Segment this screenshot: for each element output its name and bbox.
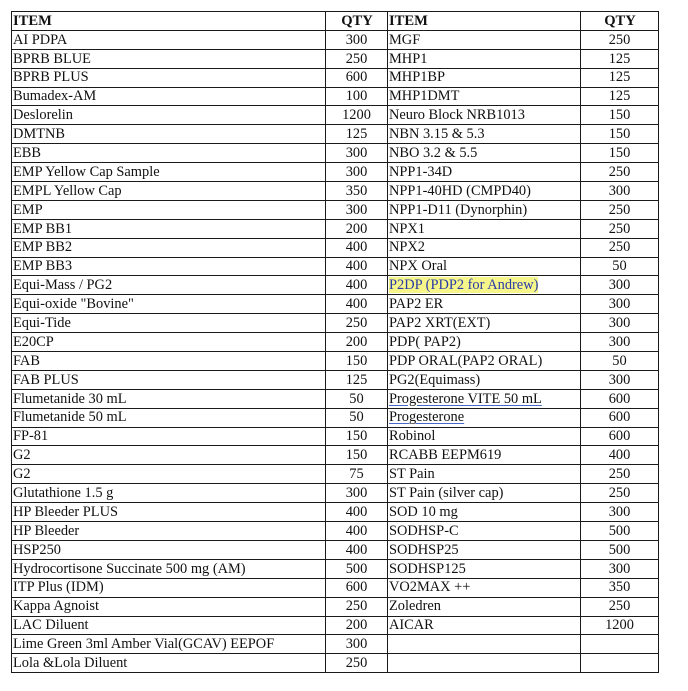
left-item-cell: Glutathione 1.5 g [12, 484, 326, 503]
left-item-cell: E20CP [12, 333, 326, 352]
header-item-left: ITEM [12, 12, 326, 31]
left-item-cell: HP Bleeder PLUS [12, 503, 326, 522]
table-row [12, 446, 659, 465]
left-item-cell: G2 [12, 446, 326, 465]
left-item-cell: EMP [12, 200, 326, 219]
table-row [12, 295, 659, 314]
left-qty-cell: 300 [326, 163, 388, 182]
left-qty-cell: 300 [326, 484, 388, 503]
right-qty-cell: 250 [581, 597, 659, 616]
left-qty-cell: 150 [326, 446, 388, 465]
right-qty-cell: 250 [581, 484, 659, 503]
left-item-cell: HSP250 [12, 540, 326, 559]
right-qty-cell: 50 [581, 352, 659, 371]
right-qty-cell: 500 [581, 540, 659, 559]
table-row [12, 87, 659, 106]
right-item-cell: VO2MAX ++ [388, 578, 581, 597]
left-item-cell: BPRB PLUS [12, 68, 326, 87]
right-qty-cell: 250 [581, 30, 659, 49]
left-item-cell: EMPL Yellow Cap [12, 182, 326, 201]
right-item-cell [388, 408, 581, 427]
right-qty-cell: 125 [581, 68, 659, 87]
table-body [12, 30, 659, 672]
right-qty-cell: 300 [581, 503, 659, 522]
right-qty-cell: 300 [581, 333, 659, 352]
right-item-cell: SODHSP125 [388, 559, 581, 578]
left-item-cell: Deslorelin [12, 106, 326, 125]
right-qty-cell: 250 [581, 163, 659, 182]
left-qty-cell: 400 [326, 522, 388, 541]
inventory-table [11, 11, 659, 673]
table-row [12, 238, 659, 257]
table-row [12, 68, 659, 87]
right-qty-cell: 250 [581, 219, 659, 238]
right-item-cell: SODHSP-C [388, 522, 581, 541]
left-item-cell: BPRB BLUE [12, 49, 326, 68]
table-row [12, 654, 659, 673]
right-qty-cell: 125 [581, 49, 659, 68]
right-qty-cell: 300 [581, 314, 659, 333]
right-qty-cell [581, 635, 659, 654]
right-qty-cell: 300 [581, 559, 659, 578]
table-row [12, 257, 659, 276]
left-item-cell: DMTNB [12, 125, 326, 144]
table-row [12, 370, 659, 389]
table-row [12, 49, 659, 68]
right-item-cell: ST Pain [388, 465, 581, 484]
left-item-cell: Equi-oxide "Bovine" [12, 295, 326, 314]
table-row [12, 333, 659, 352]
right-qty-cell: 300 [581, 182, 659, 201]
right-item-cell: ST Pain (silver cap) [388, 484, 581, 503]
left-item-cell: Hydrocortisone Succinate 500 mg (AM) [12, 559, 326, 578]
right-qty-cell: 250 [581, 238, 659, 257]
right-qty-cell: 250 [581, 200, 659, 219]
right-item-cell: PDP ORAL(PAP2 ORAL) [388, 352, 581, 371]
left-qty-cell: 125 [326, 370, 388, 389]
right-qty-cell: 400 [581, 446, 659, 465]
table-row [12, 616, 659, 635]
table-row [12, 408, 659, 427]
left-qty-cell: 250 [326, 597, 388, 616]
table-row [12, 635, 659, 654]
left-qty-cell: 150 [326, 427, 388, 446]
right-item-cell: PDP( PAP2) [388, 333, 581, 352]
left-item-cell: EBB [12, 144, 326, 163]
right-item-cell [388, 389, 581, 408]
left-item-cell: AI PDPA [12, 30, 326, 49]
table-row [12, 106, 659, 125]
right-item-cell [388, 635, 581, 654]
table-row [12, 597, 659, 616]
left-item-cell: Equi-Mass / PG2 [12, 276, 326, 295]
left-qty-cell: 300 [326, 144, 388, 163]
left-qty-cell: 400 [326, 238, 388, 257]
left-qty-cell: 125 [326, 125, 388, 144]
right-item-cell: Zoledren [388, 597, 581, 616]
left-qty-cell: 300 [326, 200, 388, 219]
left-item-cell: EMP BB3 [12, 257, 326, 276]
table-row [12, 182, 659, 201]
right-item-cell: NPP1-34D [388, 163, 581, 182]
table-row [12, 200, 659, 219]
right-qty-cell: 50 [581, 257, 659, 276]
left-item-cell: FAB PLUS [12, 370, 326, 389]
table-row [12, 219, 659, 238]
left-qty-cell: 250 [326, 654, 388, 673]
right-qty-cell: 250 [581, 465, 659, 484]
underlined-item-text: Progesterone [389, 409, 465, 426]
right-qty-cell: 300 [581, 276, 659, 295]
left-qty-cell: 300 [326, 635, 388, 654]
table-row [12, 163, 659, 182]
left-item-cell: Kappa Agnoist [12, 597, 326, 616]
right-qty-cell: 600 [581, 427, 659, 446]
left-qty-cell: 400 [326, 257, 388, 276]
highlighted-item-text: P2DP (PDP2 for Andrew) [389, 277, 539, 294]
left-qty-cell: 250 [326, 314, 388, 333]
left-qty-cell: 400 [326, 503, 388, 522]
right-item-cell: NPP1-40HD (CMPD40) [388, 182, 581, 201]
right-item-cell: Robinol [388, 427, 581, 446]
left-qty-cell: 250 [326, 49, 388, 68]
left-qty-cell: 600 [326, 578, 388, 597]
header-qty-right: QTY [581, 12, 659, 31]
right-qty-cell: 600 [581, 389, 659, 408]
table-row [12, 125, 659, 144]
left-qty-cell: 75 [326, 465, 388, 484]
table-row [12, 352, 659, 371]
right-qty-cell: 150 [581, 144, 659, 163]
right-item-cell: NPX1 [388, 219, 581, 238]
left-item-cell: FAB [12, 352, 326, 371]
left-qty-cell: 400 [326, 540, 388, 559]
left-qty-cell: 350 [326, 182, 388, 201]
left-qty-cell: 200 [326, 219, 388, 238]
header-qty-left: QTY [326, 12, 388, 31]
left-qty-cell: 300 [326, 30, 388, 49]
table-row [12, 465, 659, 484]
right-item-cell: RCABB EEPM619 [388, 446, 581, 465]
right-item-cell: SOD 10 mg [388, 503, 581, 522]
right-qty-cell: 300 [581, 370, 659, 389]
table-row [12, 389, 659, 408]
right-item-cell: NPP1-D11 (Dynorphin) [388, 200, 581, 219]
right-item-cell: PG2(Equimass) [388, 370, 581, 389]
left-item-cell: EMP BB2 [12, 238, 326, 257]
left-item-cell: ITP Plus (IDM) [12, 578, 326, 597]
table-row [12, 314, 659, 333]
right-qty-cell: 300 [581, 295, 659, 314]
left-qty-cell: 1200 [326, 106, 388, 125]
left-item-cell: Lime Green 3ml Amber Vial(GCAV) EEPOF [12, 635, 326, 654]
right-item-cell: MHP1 [388, 49, 581, 68]
table-row [12, 484, 659, 503]
table-row [12, 540, 659, 559]
right-qty-cell: 500 [581, 522, 659, 541]
right-item-cell [388, 276, 581, 295]
left-item-cell: Flumetanide 30 mL [12, 389, 326, 408]
underlined-item-text: Progesterone VITE 50 mL [389, 390, 542, 407]
table-row [12, 578, 659, 597]
header-row [12, 12, 659, 31]
left-qty-cell: 200 [326, 616, 388, 635]
left-item-cell: Equi-Tide [12, 314, 326, 333]
left-item-cell: FP-81 [12, 427, 326, 446]
left-qty-cell: 200 [326, 333, 388, 352]
table-row [12, 144, 659, 163]
table-row [12, 559, 659, 578]
right-item-cell: NBO 3.2 & 5.5 [388, 144, 581, 163]
right-item-cell: NPX Oral [388, 257, 581, 276]
left-qty-cell: 400 [326, 276, 388, 295]
table-row [12, 30, 659, 49]
left-item-cell: EMP BB1 [12, 219, 326, 238]
right-qty-cell: 1200 [581, 616, 659, 635]
left-item-cell: G2 [12, 465, 326, 484]
right-qty-cell: 600 [581, 408, 659, 427]
right-item-cell: MHP1BP [388, 68, 581, 87]
right-qty-cell [581, 654, 659, 673]
right-qty-cell: 350 [581, 578, 659, 597]
table-row [12, 522, 659, 541]
left-item-cell: HP Bleeder [12, 522, 326, 541]
right-item-cell: SODHSP25 [388, 540, 581, 559]
left-qty-cell: 100 [326, 87, 388, 106]
left-item-cell: Flumetanide 50 mL [12, 408, 326, 427]
right-item-cell [388, 654, 581, 673]
right-qty-cell: 150 [581, 106, 659, 125]
left-item-cell: Bumadex-AM [12, 87, 326, 106]
left-item-cell: Lola &Lola Diluent [12, 654, 326, 673]
left-qty-cell: 50 [326, 389, 388, 408]
right-item-cell: NBN 3.15 & 5.3 [388, 125, 581, 144]
left-qty-cell: 600 [326, 68, 388, 87]
left-qty-cell: 150 [326, 352, 388, 371]
header-item-right: ITEM [388, 12, 581, 31]
left-item-cell: EMP Yellow Cap Sample [12, 163, 326, 182]
left-item-cell: LAC Diluent [12, 616, 326, 635]
table-row [12, 427, 659, 446]
right-item-cell: MHP1DMT [388, 87, 581, 106]
right-item-cell: PAP2 ER [388, 295, 581, 314]
right-item-cell: MGF [388, 30, 581, 49]
left-qty-cell: 400 [326, 295, 388, 314]
right-item-cell: AICAR [388, 616, 581, 635]
right-item-cell: Neuro Block NRB1013 [388, 106, 581, 125]
left-qty-cell: 50 [326, 408, 388, 427]
table-row [12, 276, 659, 295]
right-item-cell: PAP2 XRT(EXT) [388, 314, 581, 333]
right-qty-cell: 125 [581, 87, 659, 106]
right-item-cell: NPX2 [388, 238, 581, 257]
right-qty-cell: 150 [581, 125, 659, 144]
table-row [12, 503, 659, 522]
left-qty-cell: 500 [326, 559, 388, 578]
